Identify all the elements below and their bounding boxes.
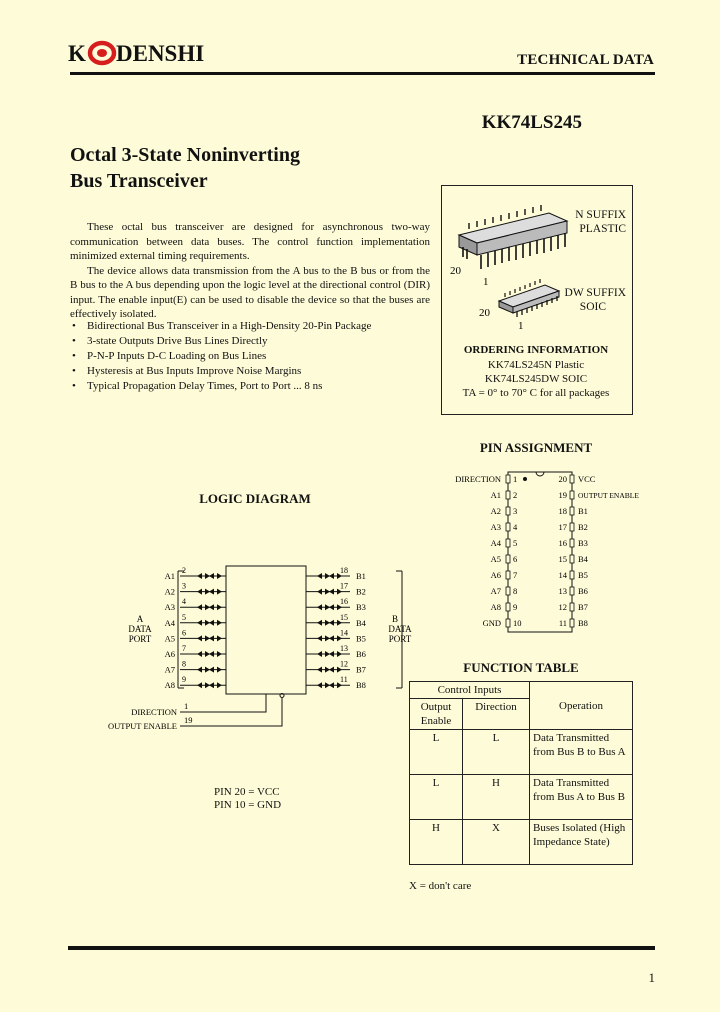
arrow-left-icon (317, 651, 322, 657)
part-number: KK74LS245 (481, 112, 582, 133)
b-pin-number: 13 (340, 644, 348, 653)
cell-direction: H (463, 775, 530, 820)
arrow-right-icon (217, 604, 222, 610)
a-pin-number: 4 (182, 597, 186, 607)
b-pin-name: B4 (356, 617, 366, 628)
pin-stub (570, 587, 574, 595)
arrow-left-icon (197, 604, 202, 610)
table-row (410, 775, 633, 820)
pin-name: A5 (490, 554, 501, 564)
cell-operation: Data Transmitted from Bus B to Bus A (530, 730, 633, 775)
b-pin-number: 12 (340, 659, 348, 669)
arrow-left-icon (317, 667, 322, 673)
pin10-note: PIN 10 = GND (214, 799, 282, 811)
pin20-note: PIN 20 = VCC (214, 786, 280, 798)
arrow-left-icon (317, 589, 322, 595)
feature-item: • P-N-P Inputs D-C Loading on Bus Lines (70, 349, 440, 364)
function-table (409, 681, 633, 865)
dw-suffix-label: DW SUFFIX (564, 287, 626, 299)
logic-diagram-title: LOGIC DIAGRAM (199, 491, 311, 506)
b-pin-name: B7 (356, 664, 366, 675)
pin-name: A6 (490, 570, 501, 580)
arrow-left-icon (209, 651, 214, 657)
pin-number: 19 (558, 490, 567, 500)
b-pin-number: 16 (340, 597, 348, 607)
arrow-left-icon (329, 667, 334, 673)
arrow-left-icon (317, 573, 322, 579)
pin-number: 1 (513, 474, 518, 484)
soic-pin20-label: 20 (479, 307, 490, 319)
ordering-line: KK74LS245N Plastic (487, 359, 585, 371)
pin-name: VCC (578, 474, 596, 484)
arrow-right-icon (217, 635, 222, 641)
pin-stub (506, 603, 510, 611)
pin-number: 10 (513, 618, 522, 628)
pin-stub (570, 507, 574, 515)
arrow-right-icon (217, 682, 222, 688)
pin-stub (506, 555, 510, 563)
b-port-label: DATA (388, 624, 412, 634)
header-rule (70, 72, 655, 75)
a-pin-number: 2 (182, 566, 186, 575)
arrow-left-icon (197, 667, 202, 673)
arrow-left-icon (317, 635, 322, 641)
arrow-left-icon (197, 635, 202, 641)
n-suffix-label: N SUFFIX (575, 209, 626, 221)
direction-label: DIRECTION (131, 707, 177, 717)
kodenshi-logo (68, 38, 288, 72)
feature-item: • Hysteresis at Bus Inputs Improve Noise Margins (70, 364, 440, 379)
pin-number: 17 (558, 522, 567, 532)
enable-pin: 19 (184, 715, 193, 725)
pin1-marker-icon (523, 477, 527, 481)
a-pin-name: A3 (164, 602, 175, 613)
pin-name: B8 (578, 618, 588, 628)
a-pin-name: A7 (164, 664, 175, 675)
pin-name: DIRECTION (455, 474, 501, 484)
arrow-left-icon (329, 651, 334, 657)
arrow-left-icon (317, 682, 322, 688)
cell-direction: L (463, 730, 530, 775)
pin-name: A8 (490, 602, 501, 612)
b-pin-name: B8 (356, 680, 366, 691)
arrow-right-icon (217, 589, 222, 595)
b-pin-number: 17 (340, 581, 348, 591)
cell-direction: X (463, 820, 530, 865)
a-pin-name: A4 (164, 617, 175, 628)
table-row (410, 730, 633, 775)
pin-name: B4 (578, 554, 588, 564)
pin-name: GND (482, 618, 501, 628)
arrow-left-icon (197, 589, 202, 595)
description-paragraph: These octal bus transceiver are designed for asynchronous two-way communication between data buses. The control function implementation minimized external timing requirements. (70, 221, 430, 262)
arrow-right-icon (217, 620, 222, 626)
arrow-left-icon (329, 682, 334, 688)
enable-label: OUTPUT ENABLE (107, 721, 177, 731)
power-pin-note (214, 786, 281, 812)
pin-name: B2 (578, 522, 588, 532)
a-port-label: PORT (128, 634, 152, 644)
page-number: 1 (648, 970, 655, 985)
pin-number: 14 (558, 570, 567, 580)
b-pin-number: 18 (340, 566, 348, 575)
arrow-left-icon (209, 635, 214, 641)
pin-number: 20 (558, 474, 567, 484)
cell-enable: L (410, 775, 463, 820)
soic-pin1-label: 1 (518, 320, 524, 332)
pin-name: B5 (578, 570, 588, 580)
arrow-left-icon (317, 604, 322, 610)
a-pin-name: A5 (164, 633, 175, 644)
cell-enable: H (410, 820, 463, 865)
arrow-left-icon (209, 573, 214, 579)
a-pin-number: 8 (182, 659, 186, 669)
cell-operation: Data Transmitted from Bus A to Bus B (530, 775, 633, 820)
arrow-left-icon (329, 620, 334, 626)
pin-name: B3 (578, 538, 588, 548)
b-port-label: PORT (388, 634, 412, 644)
pin-stub (506, 491, 510, 499)
technical-data-label: TECHNICAL DATA (517, 52, 654, 68)
arrow-left-icon (317, 620, 322, 626)
a-pin-name: A8 (164, 680, 175, 691)
arrow-left-icon (209, 667, 214, 673)
a-pin-name: A6 (164, 649, 175, 659)
a-pin-number: 5 (182, 612, 186, 622)
pin-number: 5 (513, 538, 518, 548)
pin-assignment-diagram (441, 466, 641, 636)
pin-stub (570, 523, 574, 531)
arrow-right-icon (217, 651, 222, 657)
pin-number: 11 (558, 618, 567, 628)
pin-stub (506, 571, 510, 579)
arrow-left-icon (209, 589, 214, 595)
pin-stub (506, 539, 510, 547)
arrow-left-icon (197, 682, 202, 688)
arrow-right-icon (217, 667, 222, 673)
a-port-label: DATA (128, 624, 152, 634)
pin-number: 2 (513, 490, 518, 500)
pin-stub (570, 571, 574, 579)
pin-number: 18 (558, 506, 567, 516)
pin-number: 12 (558, 602, 567, 612)
b-pin-name: B5 (356, 633, 366, 644)
direction-pin: 1 (184, 701, 189, 711)
a-pin-name: A2 (164, 586, 175, 597)
function-table-title: FUNCTION TABLE (463, 660, 579, 675)
cell-operation: Buses Isolated (High Impedance State) (530, 820, 633, 865)
pin-stub (506, 523, 510, 531)
description (70, 220, 430, 322)
pin-stub (506, 619, 510, 627)
pin-number: 6 (513, 554, 518, 564)
b-pin-name: B2 (356, 586, 366, 597)
a-pin-number: 3 (182, 581, 186, 591)
arrow-left-icon (197, 620, 202, 626)
pin-name: A3 (490, 522, 501, 532)
logo-mark-icon (90, 43, 114, 63)
direction-header: Direction (463, 699, 530, 730)
pin-number: 16 (558, 538, 567, 548)
ordering-line: TA = 0° to 70° C for all packages (462, 387, 610, 399)
pin-stub (570, 475, 574, 483)
b-pin-number: 11 (340, 675, 348, 685)
dw-type-label: SOIC (579, 301, 606, 313)
logic-diagram (100, 548, 420, 738)
pin-name: B6 (578, 586, 588, 596)
description-paragraph: The device allows data transmission from the A bus to the B bus or from the B bus to the A bus depending upon the logic level at the directional control (DIR) input. The enable input(E) can be used to disable the device so that the buses are effectively isolated. (70, 264, 430, 320)
logo-text-post: DENSHI (116, 41, 205, 66)
table-row (410, 820, 633, 865)
pin-name: B1 (578, 506, 588, 516)
page-title-line1: Octal 3-State Noninverting (70, 144, 300, 166)
pin-stub (506, 507, 510, 515)
b-pin-name: B1 (356, 571, 366, 581)
dont-care-note: X = don't care (409, 880, 472, 892)
pin-number: 13 (558, 586, 567, 596)
pin-assignment-title: PIN ASSIGNMENT (479, 440, 593, 455)
arrow-left-icon (329, 604, 334, 610)
arrow-left-icon (209, 604, 214, 610)
b-pin-number: 15 (340, 612, 348, 622)
pin-name: OUTPUT ENABLE (578, 491, 639, 500)
feature-item: • Bidirectional Bus Transceiver in a High-Density 20-Pin Package (70, 319, 440, 334)
arrow-left-icon (329, 635, 334, 641)
cell-enable: L (410, 730, 463, 775)
pin-number: 9 (513, 602, 518, 612)
pin-name: A4 (490, 538, 501, 548)
arrow-left-icon (197, 651, 202, 657)
pin-stub (570, 619, 574, 627)
b-pin-name: B6 (356, 649, 366, 659)
footer-rule (68, 946, 655, 950)
n-type-label: PLASTIC (579, 223, 626, 235)
b-pin-number: 14 (340, 628, 348, 638)
arrow-left-icon (197, 573, 202, 579)
pin-number: 3 (513, 506, 518, 516)
b-port-label: B (391, 614, 399, 624)
a-pin-number: 6 (182, 628, 186, 638)
feature-item: • 3-state Outputs Drive Bus Lines Directly (70, 334, 440, 349)
pin-number: 15 (558, 554, 567, 564)
pin-name: A2 (490, 506, 501, 516)
arrow-left-icon (209, 620, 214, 626)
pin-stub (506, 587, 510, 595)
pin-stub (506, 475, 510, 483)
pin-name: A7 (490, 586, 501, 596)
a-pin-number: 9 (182, 675, 186, 685)
feature-item: • Typical Propagation Delay Times, Port to Port ... 8 ns (70, 379, 440, 394)
a-pin-name: A1 (164, 571, 175, 581)
pin-number: 4 (513, 522, 518, 532)
arrow-left-icon (209, 682, 214, 688)
features-list (70, 319, 440, 394)
output-enable-header: Output Enable (410, 699, 463, 730)
ordering-line: KK74LS245DW SOIC (484, 373, 588, 385)
a-pin-number: 7 (182, 644, 186, 653)
pin-stub (570, 603, 574, 611)
dip-pin1-label: 1 (483, 276, 489, 288)
pin-number: 7 (513, 570, 518, 580)
pin-name: B7 (578, 602, 588, 612)
page-title-line2: Bus Transceiver (70, 170, 208, 192)
a-port-label: A (136, 614, 144, 624)
pin-number: 8 (513, 586, 518, 596)
arrow-left-icon (329, 573, 334, 579)
arrow-left-icon (329, 589, 334, 595)
arrow-right-icon (217, 573, 222, 579)
pin-stub (570, 539, 574, 547)
operation-header: Operation (530, 682, 633, 730)
pin-name: A1 (490, 490, 501, 500)
pin-stub (570, 491, 574, 499)
logo-text-pre: K (68, 41, 86, 66)
pin-stub (570, 555, 574, 563)
ordering-title: ORDERING INFORMATION (463, 344, 609, 356)
b-pin-name: B3 (356, 602, 366, 613)
control-inputs-header: Control Inputs (410, 682, 530, 699)
dip-pin20-label: 20 (450, 265, 461, 277)
